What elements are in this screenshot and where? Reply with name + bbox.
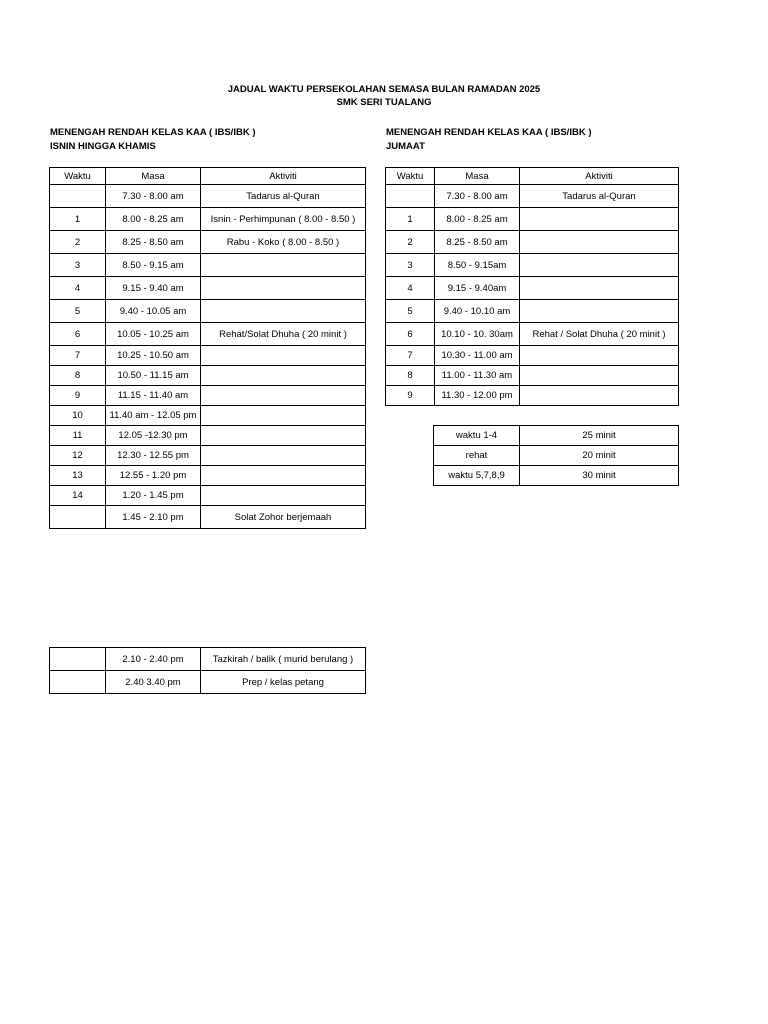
table-row: [386, 366, 679, 386]
period-cell: 3: [386, 254, 435, 277]
period-cell: 1: [386, 208, 435, 231]
table-row: [50, 346, 366, 366]
time-cell: 9.15 - 9.40 am: [106, 277, 201, 300]
summary-label-cell: rehat: [434, 446, 520, 466]
left-heading-class: MENENGAH RENDAH KELAS KAA ( IBS/IBK ): [50, 127, 256, 138]
time-cell: 8.00 - 8.25 am: [435, 208, 520, 231]
table-row: [386, 231, 679, 254]
period-cell: 6: [50, 323, 106, 346]
period-cell: [50, 648, 106, 671]
time-cell: 9.40 - 10.10 am: [435, 300, 520, 323]
activity-cell: Solat Zohor berjemaah: [201, 506, 366, 529]
period-cell: [50, 185, 106, 208]
time-cell: 10.30 - 11.00 am: [435, 346, 520, 366]
activity-cell: [201, 346, 366, 366]
time-cell: 8.50 - 9.15am: [435, 254, 520, 277]
col-header-masa: Masa: [106, 168, 201, 185]
table-row: [434, 426, 679, 446]
table-row: [434, 466, 679, 486]
period-cell: [50, 671, 106, 694]
time-cell: 10.25 - 10.50 am: [106, 346, 201, 366]
time-cell: 2.40 3.40 pm: [106, 671, 201, 694]
table-row: [50, 254, 366, 277]
table-row: [386, 346, 679, 366]
time-cell: 7.30 - 8.00 am: [106, 185, 201, 208]
period-cell: 2: [386, 231, 435, 254]
time-cell: 9.40 - 10.05 am: [106, 300, 201, 323]
table-row: [50, 185, 366, 208]
time-cell: 11.00 - 11.30 am: [435, 366, 520, 386]
time-cell: 11.30 - 12.00 pm: [435, 386, 520, 406]
table-row: [386, 300, 679, 323]
period-cell: 5: [50, 300, 106, 323]
table-row: [50, 466, 366, 486]
period-cell: 5: [386, 300, 435, 323]
activity-cell: [520, 346, 679, 366]
time-cell: 10.50 - 11.15 am: [106, 366, 201, 386]
activity-cell: [201, 277, 366, 300]
activity-cell: [201, 486, 366, 506]
time-cell: 9.15 - 9.40am: [435, 277, 520, 300]
afternoon-table: [49, 647, 366, 694]
period-cell: 12: [50, 446, 106, 466]
col-header-aktiviti: Aktiviti: [201, 168, 366, 185]
activity-cell: [520, 300, 679, 323]
table-row: [50, 208, 366, 231]
period-cell: 2: [50, 231, 106, 254]
table-row: [386, 277, 679, 300]
period-cell: [50, 506, 106, 529]
activity-cell: Tazkirah / balik ( murid berulang ): [201, 648, 366, 671]
table-row: [50, 446, 366, 466]
activity-cell: Tadarus al-Quran: [520, 185, 679, 208]
table-row: [50, 323, 366, 346]
table-row: [386, 185, 679, 208]
activity-cell: [201, 300, 366, 323]
table-row: [50, 366, 366, 386]
document-title: JADUAL WAKTU PERSEKOLAHAN SEMASA BULAN RAMADAN 2025: [227, 84, 541, 95]
summary-value-cell: 20 minit: [520, 446, 679, 466]
activity-cell: Prep / kelas petang: [201, 671, 366, 694]
activity-cell: [520, 208, 679, 231]
period-cell: [386, 185, 435, 208]
period-cell: 7: [50, 346, 106, 366]
col-header-aktiviti: Aktiviti: [520, 168, 679, 185]
time-cell: 10.10 - 10. 30am: [435, 323, 520, 346]
period-cell: 7: [386, 346, 435, 366]
activity-cell: [201, 366, 366, 386]
activity-cell: [520, 231, 679, 254]
activity-cell: [520, 366, 679, 386]
activity-cell: Isnin - Perhimpunan ( 8.00 - 8.50 ): [201, 208, 366, 231]
table-row: [386, 254, 679, 277]
time-cell: 8.00 - 8.25 am: [106, 208, 201, 231]
activity-cell: [520, 254, 679, 277]
table-row: [386, 386, 679, 406]
time-cell: 8.50 - 9.15 am: [106, 254, 201, 277]
table-row: [434, 446, 679, 466]
timetable-mon-thu: [49, 167, 366, 529]
timetable-friday: [385, 167, 679, 406]
period-cell: 9: [386, 386, 435, 406]
time-cell: 8.25 - 8.50 am: [106, 231, 201, 254]
period-cell: 10: [50, 406, 106, 426]
table-row: [50, 231, 366, 254]
table-row: [386, 208, 679, 231]
left-heading-days: ISNIN HINGGA KHAMIS: [50, 141, 156, 152]
activity-cell: [201, 446, 366, 466]
table-row: [50, 277, 366, 300]
activity-cell: [201, 426, 366, 446]
time-cell: 1.45 - 2.10 pm: [106, 506, 201, 529]
period-cell: 4: [50, 277, 106, 300]
summary-label-cell: waktu 1-4: [434, 426, 520, 446]
summary-value-cell: 25 minit: [520, 426, 679, 446]
time-cell: 7.30 - 8.00 am: [435, 185, 520, 208]
period-cell: 9: [50, 386, 106, 406]
time-cell: 12.30 - 12.55 pm: [106, 446, 201, 466]
activity-cell: [201, 254, 366, 277]
school-name: SMK SERI TUALANG: [336, 97, 432, 108]
activity-cell: [201, 406, 366, 426]
period-cell: 13: [50, 466, 106, 486]
table-row: [50, 426, 366, 446]
period-cell: 6: [386, 323, 435, 346]
table-header-row: [386, 168, 679, 185]
period-cell: 8: [386, 366, 435, 386]
table-row: [50, 386, 366, 406]
activity-cell: Rabu - Koko ( 8.00 - 8.50 ): [201, 231, 366, 254]
table-row: [50, 300, 366, 323]
activity-cell: [201, 386, 366, 406]
duration-summary-table: [433, 425, 679, 486]
period-cell: 11: [50, 426, 106, 446]
period-cell: 8: [50, 366, 106, 386]
table-row: [50, 648, 366, 671]
activity-cell: [201, 466, 366, 486]
activity-cell: [520, 386, 679, 406]
activity-cell: Rehat/Solat Dhuha ( 20 minit ): [201, 323, 366, 346]
time-cell: 11.15 - 11.40 am: [106, 386, 201, 406]
time-cell: 10.05 - 10.25 am: [106, 323, 201, 346]
period-cell: 3: [50, 254, 106, 277]
activity-cell: Rehat / Solat Dhuha ( 20 minit ): [520, 323, 679, 346]
period-cell: 1: [50, 208, 106, 231]
time-cell: 12.05 -12.30 pm: [106, 426, 201, 446]
activity-cell: [520, 277, 679, 300]
right-heading-days: JUMAAT: [386, 141, 425, 152]
table-row: [386, 323, 679, 346]
summary-value-cell: 30 minit: [520, 466, 679, 486]
activity-cell: Tadarus al-Quran: [201, 185, 366, 208]
period-cell: 4: [386, 277, 435, 300]
table-header-row: [50, 168, 366, 185]
table-row: [50, 406, 366, 426]
period-cell: 14: [50, 486, 106, 506]
table-row: [50, 486, 366, 506]
right-heading-class: MENENGAH RENDAH KELAS KAA ( IBS/IBK ): [386, 127, 592, 138]
col-header-waktu: Waktu: [386, 168, 435, 185]
summary-label-cell: waktu 5,7,8,9: [434, 466, 520, 486]
col-header-waktu: Waktu: [50, 168, 106, 185]
col-header-masa: Masa: [435, 168, 520, 185]
table-row: [50, 671, 366, 694]
time-cell: 11.40 am - 12.05 pm: [106, 406, 201, 426]
time-cell: 2.10 - 2.40 pm: [106, 648, 201, 671]
time-cell: 12.55 - 1.20 pm: [106, 466, 201, 486]
table-row: [50, 506, 366, 529]
time-cell: 1.20 - 1.45 pm: [106, 486, 201, 506]
time-cell: 8.25 - 8.50 am: [435, 231, 520, 254]
